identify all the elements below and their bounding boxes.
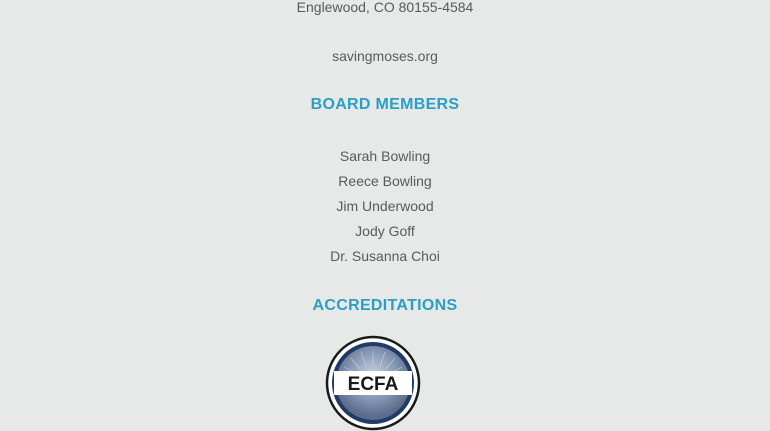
address-city-line: Englewood, CO 80155-4584 <box>296 0 474 15</box>
board-member: Jody Goff <box>355 223 415 239</box>
board-member: Sarah Bowling <box>339 148 431 164</box>
board-member: Reece Bowling <box>338 173 432 189</box>
accreditations-heading: ACCREDITATIONS <box>312 297 458 314</box>
board-members-heading: BOARD MEMBERS <box>310 96 460 113</box>
ecfa-badge-icon[interactable] <box>325 335 421 431</box>
board-member-list <box>0 146 770 271</box>
website-link[interactable]: savingmoses.org <box>332 48 438 64</box>
website <box>0 47 770 65</box>
board-member: Jim Underwood <box>336 198 434 214</box>
ecfa-badge-label: ECFA <box>347 374 399 395</box>
board-member: Dr. Susanna Choi <box>330 248 440 264</box>
